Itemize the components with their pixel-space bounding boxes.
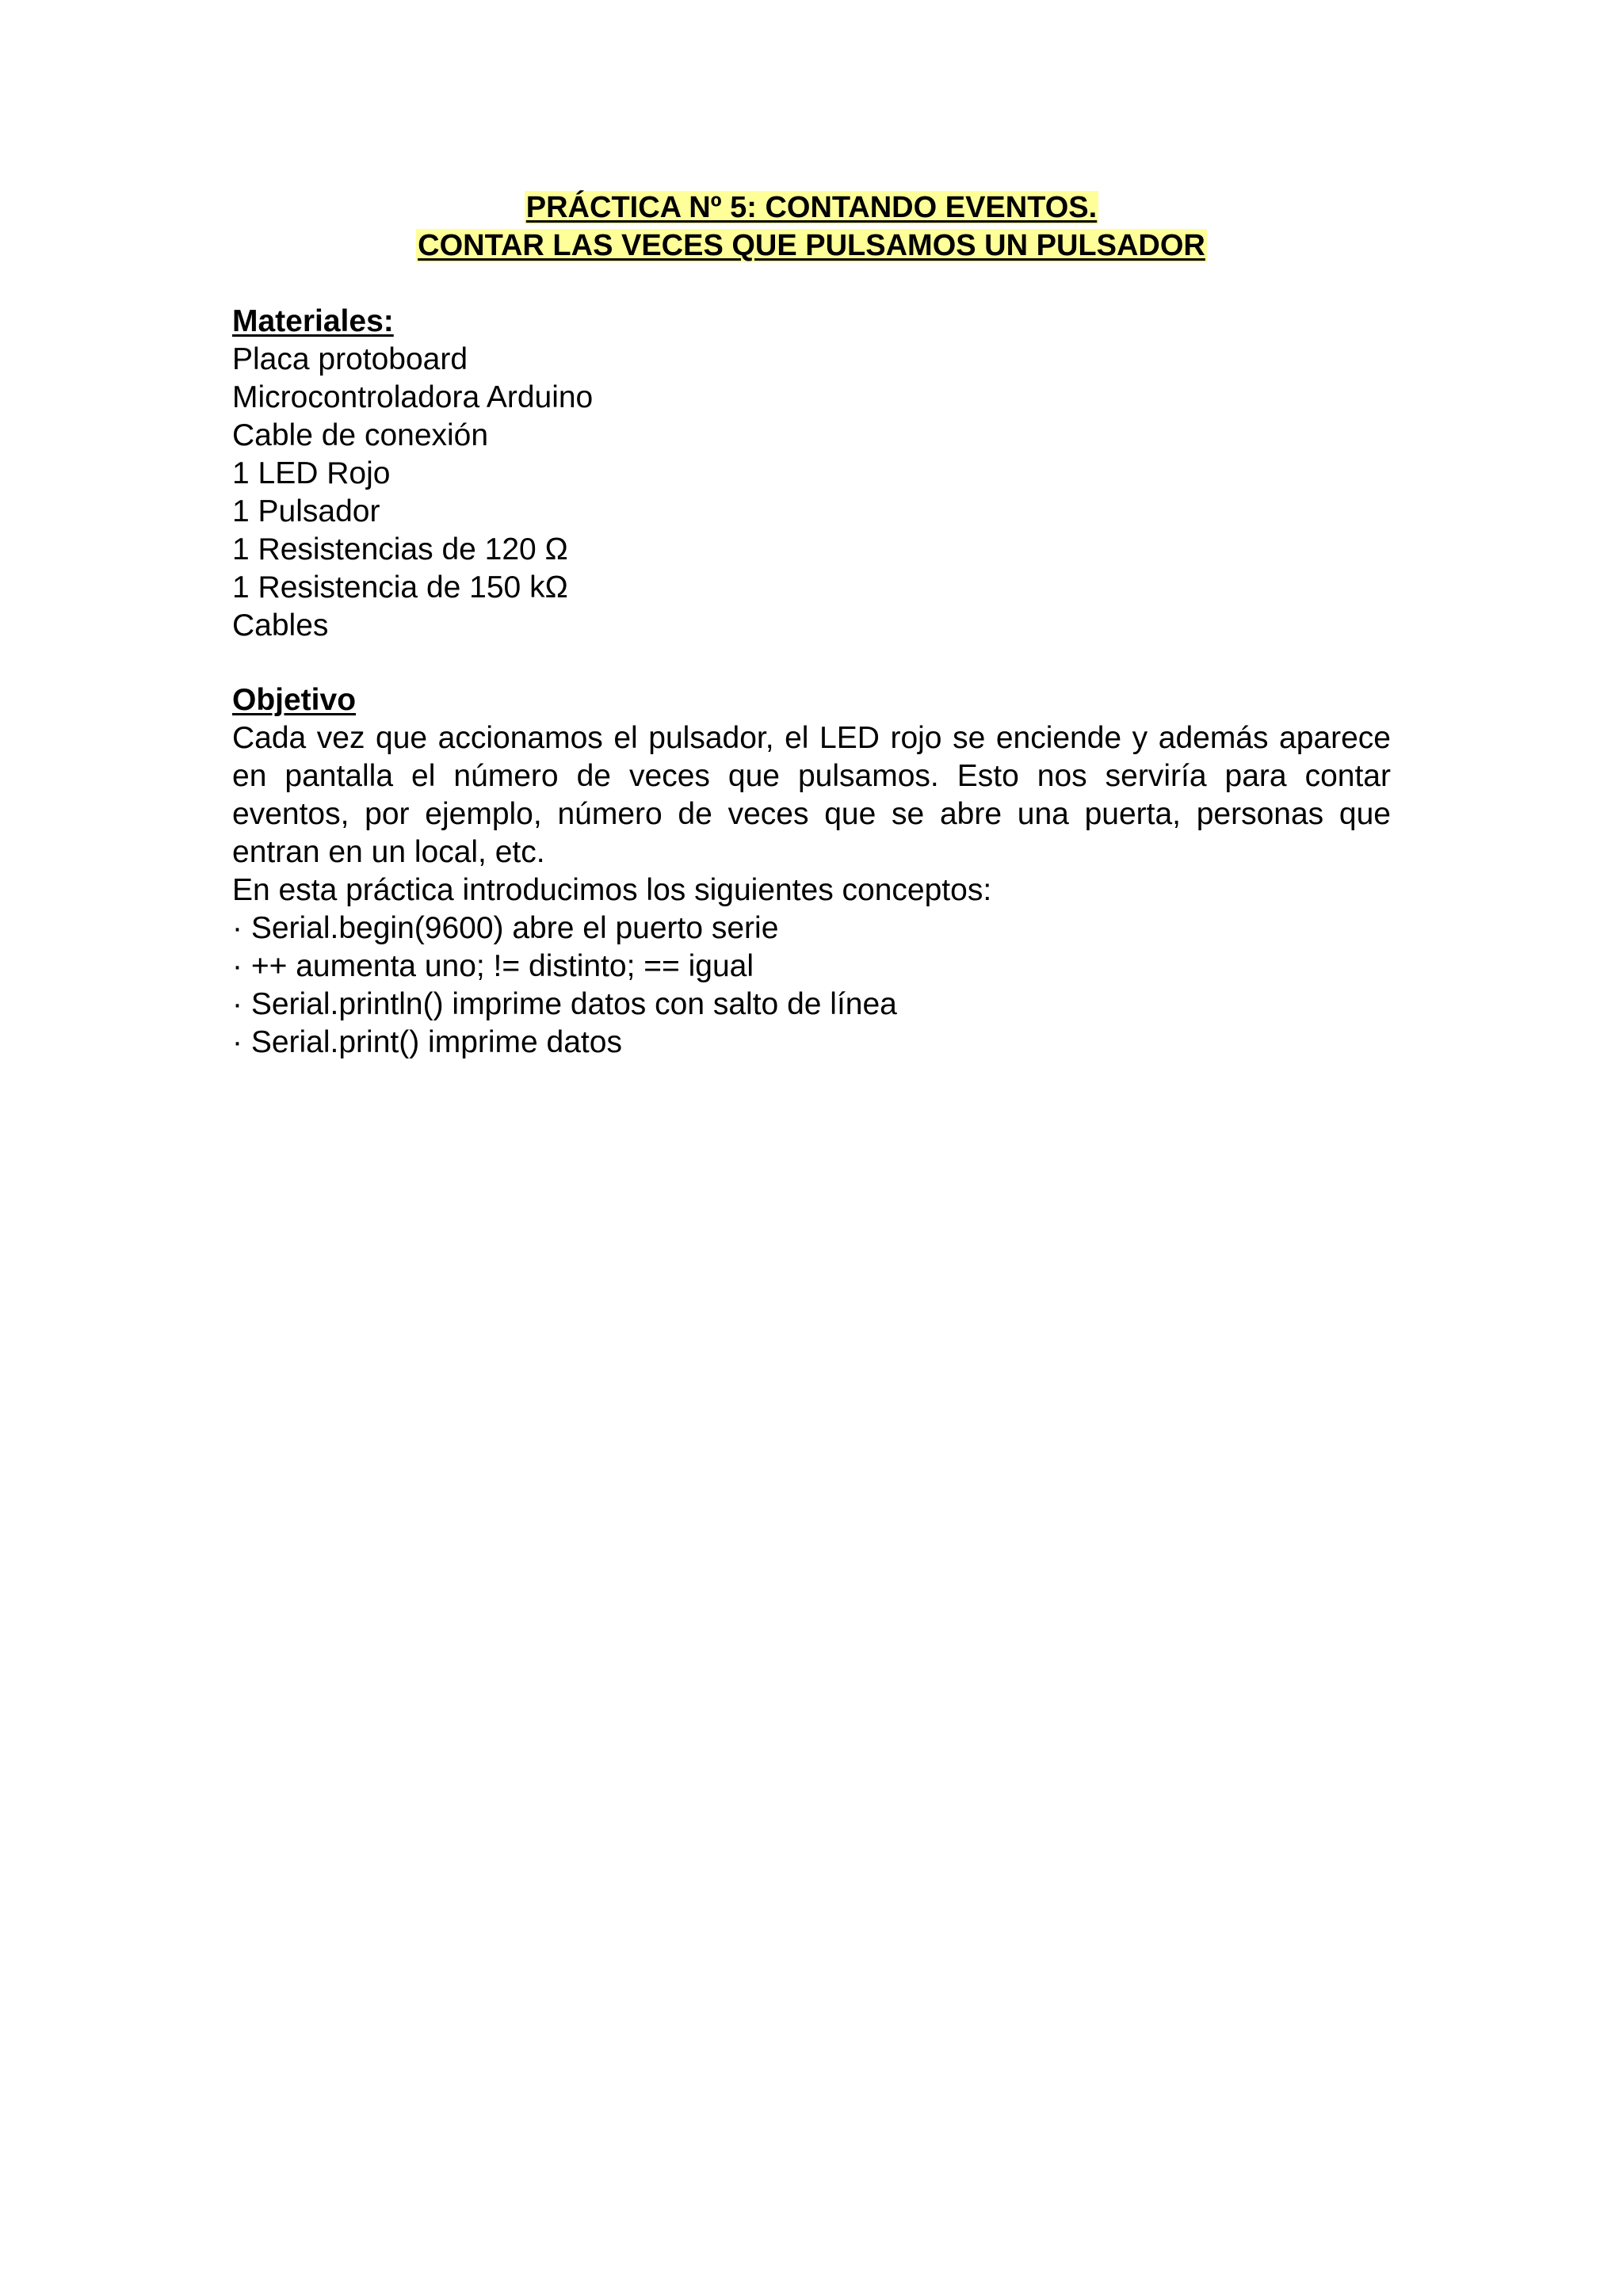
concepts-list xyxy=(232,910,1391,1062)
document-title xyxy=(0,189,1623,265)
concepts-intro: En esta práctica introducimos los siguientes conceptos: xyxy=(232,873,992,907)
materials-item: Placa protoboard xyxy=(232,342,468,376)
concept-item: · Serial.println() imprime datos con salto de línea xyxy=(232,987,897,1021)
title-line-2 xyxy=(0,227,1623,265)
objective-paragraph: Cada vez que accionamos el pulsador, el LED rojo se enciende y además aparece en pantalla el número de veces que pulsamos. Esto nos serviría para contar eventos, por ejemplo, número de veces que se abre una puerta, personas que entran en un local, etc. xyxy=(232,721,1391,869)
materials-section xyxy=(232,303,1391,645)
objective-heading: Objetivo xyxy=(232,683,357,717)
materials-heading: Materiales: xyxy=(232,304,394,338)
title-line-1 xyxy=(0,189,1623,227)
materials-item: Cable de conexión xyxy=(232,418,489,452)
materials-item: 1 Resistencias de 120 Ω xyxy=(232,532,568,566)
concept-item: · Serial.print() imprime datos xyxy=(232,1025,622,1059)
title-line-1-text: PRÁCTICA Nº 5: CONTANDO EVENTOS. xyxy=(525,191,1098,224)
objective-section xyxy=(232,681,1391,1062)
materials-item: 1 Pulsador xyxy=(232,494,380,528)
materials-item: Cables xyxy=(232,608,329,643)
materials-item: Microcontroladora Arduino xyxy=(232,380,594,414)
concept-item: · ++ aumenta uno; != distinto; == igual xyxy=(232,949,754,983)
title-line-2-text: CONTAR LAS VECES QUE PULSAMOS UN PULSADOR xyxy=(418,229,1205,262)
concept-item: · Serial.begin(9600) abre el puerto serie xyxy=(232,911,779,945)
materials-item: 1 LED Rojo xyxy=(232,456,391,490)
materials-item: 1 Resistencia de 150 kΩ xyxy=(232,570,568,605)
